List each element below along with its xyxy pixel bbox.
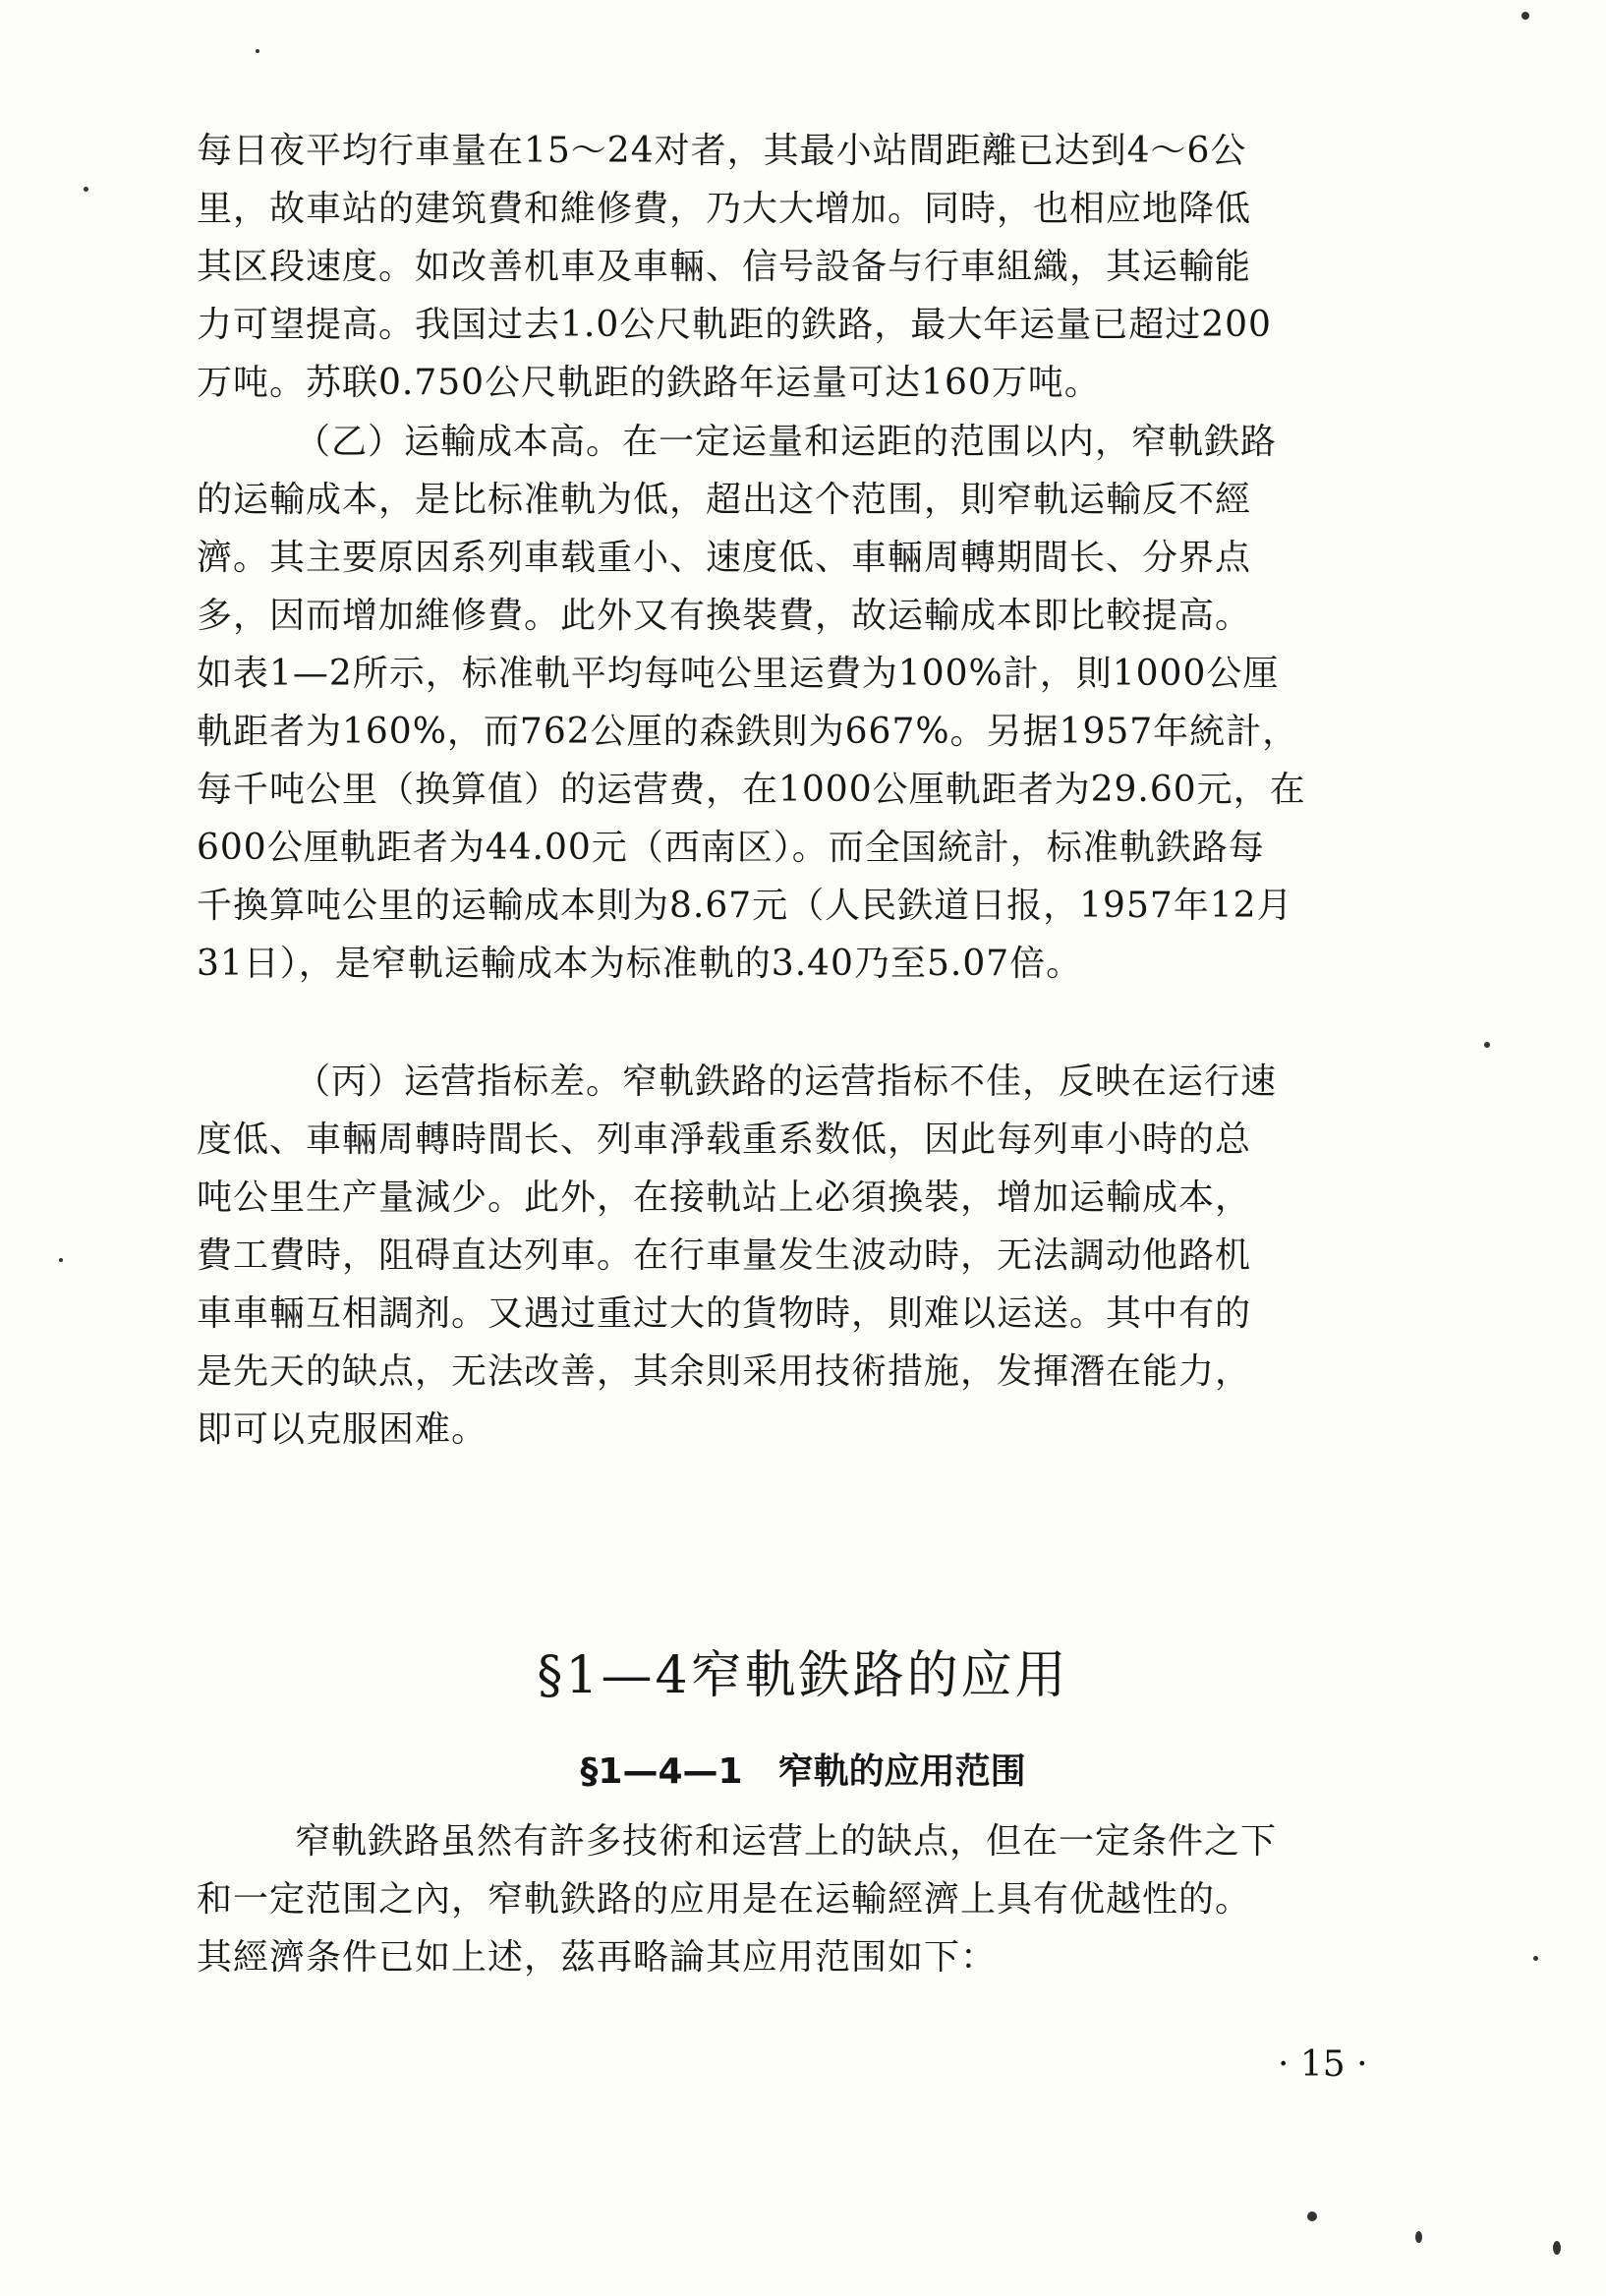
scan-speck — [1521, 12, 1529, 20]
text-line: 600公厘軌距者为44.00元（西南区）。而全国統計，标准軌鉄路每 — [197, 828, 1265, 868]
scan-speck — [1307, 2211, 1317, 2221]
text-line: 費工費時，阻碍直达列車。在行車量发生波动時，无法調动他路机 — [197, 1235, 1252, 1276]
text-line: 其經濟条件已如上述，茲再略論其应用范围如下： — [197, 1937, 998, 1978]
text-line: 力可望提高。我国过去1.0公尺軌距的鉄路，最大年运量已超过200 — [197, 305, 1272, 345]
text-line: 即可以克服困难。 — [197, 1409, 488, 1450]
page-number: · 15 · — [1278, 2044, 1368, 2085]
text-line: 里，故車站的建筑費和維修費，乃大大增加。同時，也相应地降低 — [197, 189, 1252, 229]
text-line: 其区段速度。如改善机車及車輛、信号設备与行車組織，其运輸能 — [197, 247, 1252, 287]
text-line: 万吨。苏联0.750公尺軌距的鉄路年运量可达160万吨。 — [197, 363, 1101, 403]
scan-speck — [256, 49, 259, 53]
text-line: 軌距者为160%，而762公厘的森鉄則为667%。另据1957年統計， — [197, 712, 1299, 752]
section-title: §1—4窄軌鉄路的应用 — [537, 1646, 1069, 1705]
text-line: 濟。其主要原因系列車载重小、速度低、車輛周轉期間长、分界点 — [197, 538, 1252, 578]
text-line: 和一定范围之內，窄軌鉄路的应用是在运輸經濟上具有优越性的。 — [197, 1879, 1252, 1920]
text-line: 的运輸成本，是比标准軌为低，超出这个范围，則窄軌运輸反不經 — [197, 480, 1252, 520]
text-line: 每千吨公里（换算值）的运营费，在1000公厘軌距者为29.60元，在 — [197, 770, 1306, 810]
text-line: 吨公里生产量減少。此外，在接軌站上必須換裝，增加运輸成本， — [197, 1177, 1252, 1218]
subsection-title: §1—4—1 窄軌的应用范围 — [580, 1751, 1026, 1792]
scan-speck — [1553, 2241, 1561, 2255]
text-line: 窄軌鉄路虽然有許多技術和运营上的缺点，但在一定条件之下 — [295, 1821, 1278, 1862]
text-line: 如表1—2所示，标准軌平均每吨公里运費为100%計，則1000公厘 — [197, 654, 1280, 694]
scan-speck — [1415, 2231, 1422, 2243]
text-line: 是先天的缺点，无法改善，其余則采用技術措施，发揮潛在能力， — [197, 1351, 1252, 1392]
text-line: （乙）运輸成本高。在一定运量和运距的范围以内，窄軌鉄路 — [295, 422, 1278, 462]
text-line: 每日夜平均行車量在15～24对者，其最小站間距離已达到4～6公 — [197, 131, 1247, 171]
text-line: 多，因而增加維修費。此外又有換裝費，故运輸成本即比較提高。 — [197, 596, 1252, 636]
scan-speck — [1484, 1042, 1490, 1048]
scan-speck — [59, 1258, 63, 1262]
text-line: （丙）运营指标差。窄軌鉄路的运营指标不佳，反映在运行速 — [295, 1062, 1278, 1102]
text-line: 車車輛互相調剂。又遇过重过大的貨物時，則难以运送。其中有的 — [197, 1293, 1252, 1334]
text-line: 度低、車輛周轉時間长、列車淨载重系数低，因此每列車小時的总 — [197, 1119, 1252, 1160]
text-line: 31日），是窄軌运輸成本为标准軌的3.40乃至5.07倍。 — [197, 944, 1083, 984]
text-line: 千換算吨公里的运輸成本則为8.67元（人民鉄道日报，1957年12月 — [197, 886, 1293, 926]
scan-speck — [1533, 1956, 1538, 1961]
scan-speck — [84, 187, 88, 192]
